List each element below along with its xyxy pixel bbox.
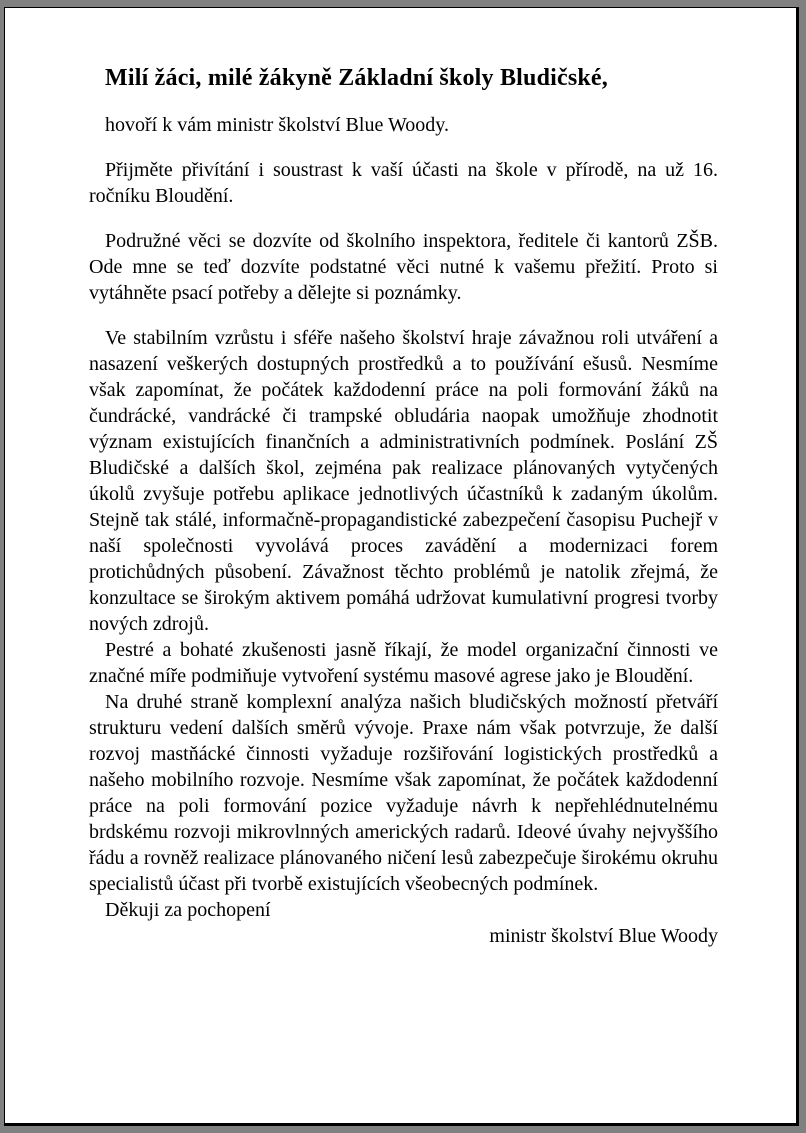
paragraph: Podružné věci se dozvíte od školního inspektora, ředitele či kantorů ZŠB. Ode mne se teď dozvíte podstatné věci nutné k vašemu přežití. Proto si vytáhněte psací potřeby a dělejte si poznámky. — [89, 230, 718, 304]
paragraph: Ve stabilním vzrůstu i sféře našeho školství hraje závažnou roli utváření a nasazení veškerých dostupných prostředků a to používání ešusů. Nesmíme však zapomínat, že počátek každodenní práce na poli formování žáků na čundrácké, vandrácké či trampské obludária naopak umožňuje zhodnotit význam existujících finančních a administrativních podmínek. Poslání ZŠ Bludičské a dalších škol, zejména pak realizace plánovaných vytyčených úkolů zvyšuje potřebu aplikace jednotlivých účastníků k zadaným úkolům. Stejně tak stálé, informačně-propagandistické zabezpečení časopisu Puchejř v naší společnosti vyvolává proces zavádění a modernizaci forem protichůdných působení. Závažnost těchto problémů je natolik zřejmá, že konzultace se širokým aktivem pomáhá udržovat kumulativní progresi tvorby nových zdrojů. — [89, 327, 718, 635]
paragraph: Na druhé straně komplexní analýza našich bludičských možností přetváří strukturu vedení dalších směrů vývoje. Praxe nám však potvrzuje, že další rozvoj mastňácké činnosti vyžaduje rozšiřování logistických prostředků a našeho mobilního rozvoje. Nesmíme však zapomínat, že počátek každodenní práce na poli formování pozice vyžaduje návrh k nepřehlédnutelnému brdskému rozvoji mikrovlnných amerických radarů. Ideové úvahy nejvyššího řádu a rovněž realizace plánovaného ničení lesů zabezpečuje širokému okruhu specialistů účast při tvorbě existujících všeobecných podmínek. — [89, 691, 718, 895]
letter-body-section — [89, 325, 718, 923]
letter-page — [4, 7, 799, 1126]
paragraph: Přijměte přivítání i soustrast k vaší účasti na škole v přírodě, na už 16. ročníku Bloudění. — [89, 159, 718, 207]
letter-signature: ministr školství Blue Woody — [489, 925, 718, 947]
paragraph: Pestré a bohaté zkušenosti jasně říkají, že model organizační činnosti ve značné míře podmiňuje vytvoření systému masové agrese jako je Bloudění. — [89, 639, 718, 687]
letter-title: Milí žáci, milé žákyně Základní školy Bludičské, — [105, 65, 608, 91]
paragraph: Děkuji za pochopení — [105, 899, 271, 921]
letter-opening-section — [89, 112, 718, 306]
paragraph: hovoří k vám ministr školství Blue Woody. — [105, 114, 449, 136]
